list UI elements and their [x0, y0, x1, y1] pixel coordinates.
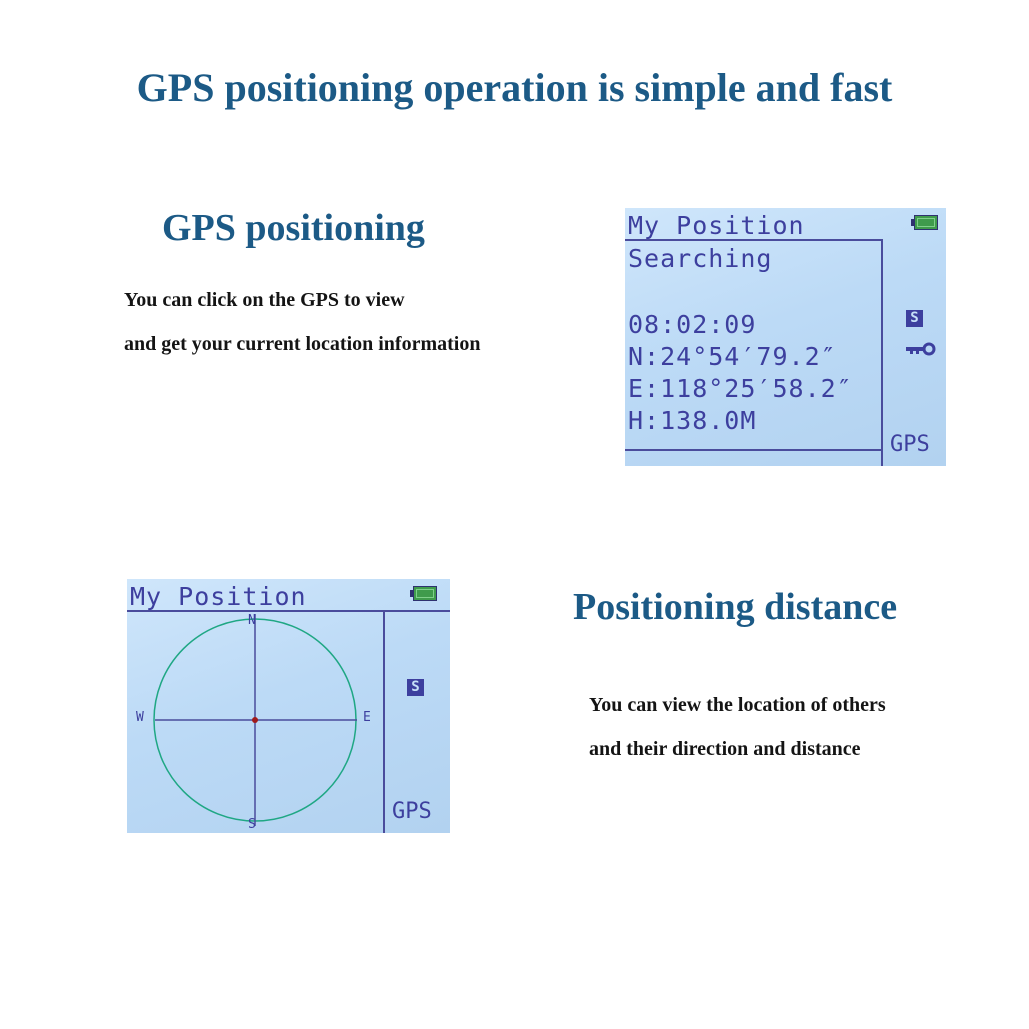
- description-line: and get your current location information: [124, 333, 481, 355]
- battery-icon: [914, 215, 938, 230]
- gps-label: GPS: [392, 799, 432, 824]
- battery-icon: [413, 586, 437, 601]
- description-line: You can click on the GPS to view: [124, 289, 405, 311]
- compass-icon: [127, 612, 383, 833]
- compass-north-label: N: [248, 613, 257, 628]
- section-gps-positioning-description: [124, 278, 480, 366]
- key-icon: [906, 342, 936, 356]
- section-positioning-distance-description: [589, 683, 886, 771]
- screen-header: My Position: [130, 582, 307, 611]
- latitude-value: N:24°54′79.2″: [628, 342, 837, 371]
- compass-screen: [127, 579, 450, 833]
- longitude-value: E:118°25′58.2″: [628, 374, 853, 403]
- gps-label: GPS: [890, 432, 930, 457]
- main-title: GPS positioning operation is simple and fast: [136, 65, 893, 110]
- section-positioning-distance-title: Positioning distance: [573, 586, 898, 628]
- compass-south-label: S: [248, 817, 257, 832]
- description-line: and their direction and distance: [589, 738, 861, 760]
- satellite-s-icon: S: [906, 310, 923, 327]
- section-gps-positioning-title: GPS positioning: [162, 207, 425, 249]
- screen-header: My Position: [628, 211, 805, 240]
- altitude-value: H:138.0M: [628, 406, 757, 435]
- gps-position-screen: [625, 208, 946, 466]
- satellite-s-icon: S: [407, 679, 424, 696]
- gps-status: Searching: [628, 244, 773, 273]
- description-line: You can view the location of others: [589, 694, 886, 716]
- gps-time: 08:02:09: [628, 310, 757, 339]
- compass-east-label: E: [363, 710, 372, 725]
- compass-west-label: W: [136, 710, 145, 725]
